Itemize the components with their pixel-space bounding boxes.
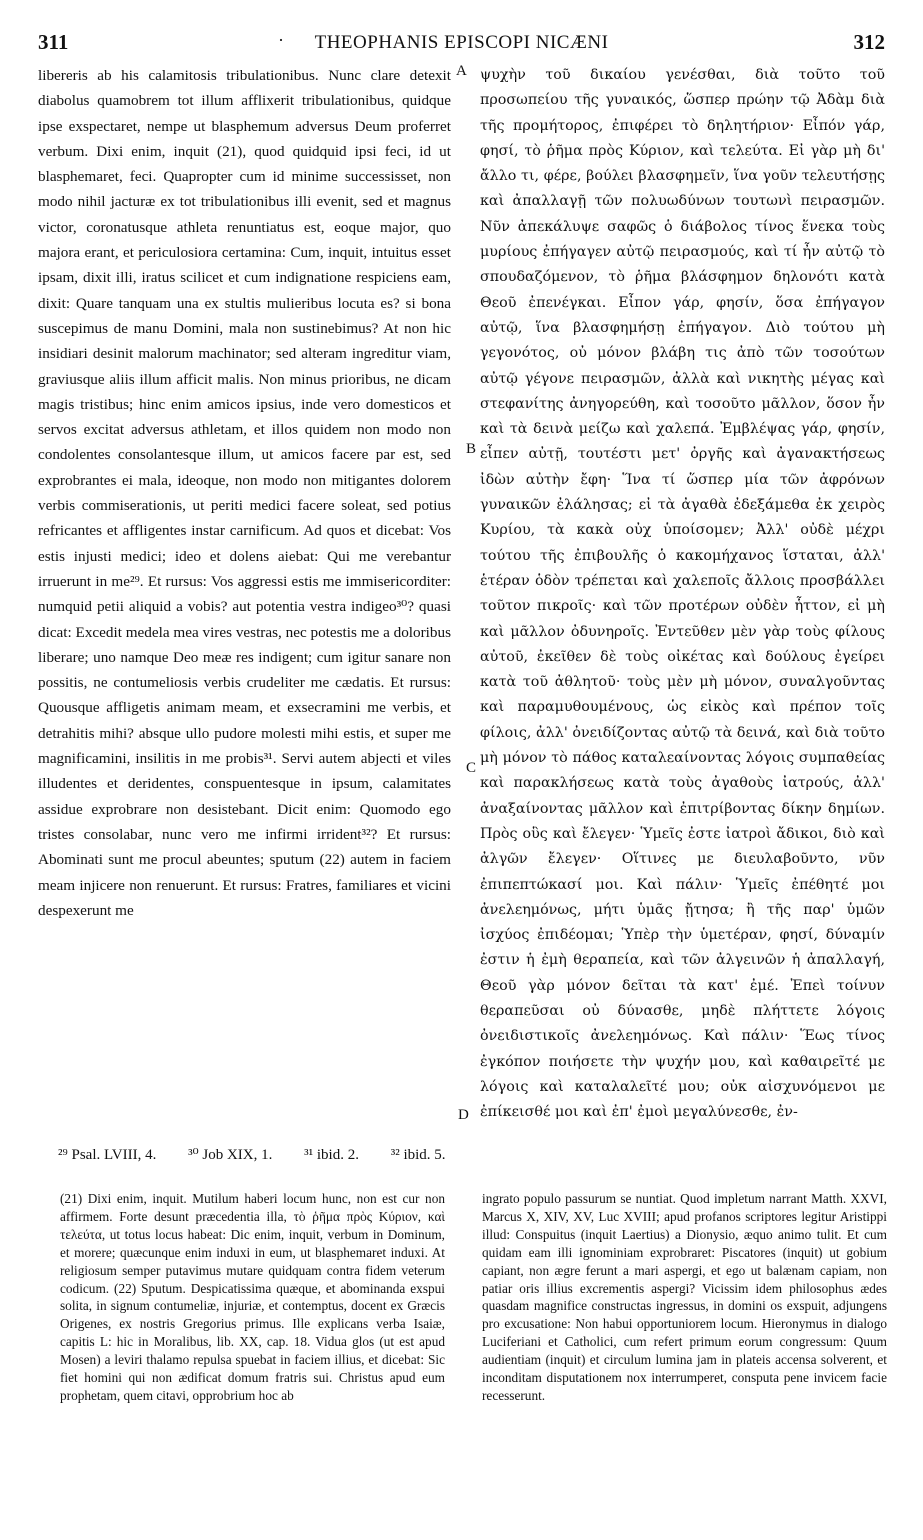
footnote: ³¹ ibid. 2. <box>304 1147 359 1163</box>
greek-column <box>480 63 885 1125</box>
commentary-right-column <box>482 1190 887 1405</box>
page-number-right: 312 <box>853 30 885 54</box>
latin-column <box>38 63 451 923</box>
page-number-left: 311 <box>38 30 69 54</box>
commentary-left-text: (21) Dixi enim, inquit. Mutilum haberi locum hunc, non est cur non affirmem. Forte desunt præcedentia illa, τὸ ῥῆμα πρὸς Κύριον, καὶ τελεύτα, ut totus locus habeat: Dic enim, inquit, verbum in Dominum, et morere; quæcunque enim induxi in eum, ut blasphemaret induxi. At religiosum semper putavimus mutare quidquam contra fidem veterum codicum. (22) Sputum. Despicatissima quæque, et abominanda exspui solita, in signum contumeliæ, injuriæ, et contemptus, docent ex Græcis Origenes, ex nostris Gregorius primus. Ille explicans verba Isaiæ, capitis L: hic in Moralibus, lib. XX, cap. 18. Vidua glos (ut est apud Mosen) a leviri thalamo repulsa spuebat in faciem illius, et dicebat: Sic fiet homini qui non ædificat domum fratris sui. Christus apud eum prophetam, quem citavi, opprobrium hoc ab <box>60 1191 445 1403</box>
footnotes <box>58 1145 778 1164</box>
page-title: THEOPHANIS EPISCOPI NICÆNI <box>314 32 609 53</box>
margin-marker-a: A <box>456 63 467 79</box>
footnote: ³⁰ Job XIX, 1. <box>188 1147 273 1163</box>
greek-text: ψυχὴν τοῦ δικαίου γενέσθαι, διὰ τοῦτο τοῦ προσωπείου τῆς γυναικός, ὥσπερ πρώην τῷ Ἀδὰμ διὰ τῆς προμήτορος, ἐπιφέρει τὸ δηλητήριον· Εἶπόν γάρ, φησί, τὸ ῥῆμα πρὸς Κύριον, καὶ τελεύτα. Εἰ γὰρ μὴ δι' ἄλλο τι, φέρε, βούλει βλασφημεῖν, ἵνα γοῦν τελευτήσῃς καὶ ἀπαλλαγῇ τῶν πολυωδύνων τουτωνὶ πειρασμῶν. Νῦν ἀπεκάλυψε σαφῶς ὁ διάβολος τίνος ἕνεκα τοὺς μυρίους ἐπήγαγεν αὐτῷ πειρασμούς, καὶ τί ἦν αὐτῷ τὸ σπουδαζόμενον, τὸ ῥῆμα βλάσφημον δηλονότι κατὰ Θεοῦ ἐπενέγκαι. Εἶπον γάρ, φησίν, ὅσα ἐπήγαγον αὐτῷ, ἵνα βλασφημήσῃ ἐπήγαγον. Διὸ τούτου μὴ γεγονότος, οὐ μόνον βλάβη τις ἀπὸ τῶν τοσούτων αὐτῷ γέγονε πειρασμῶν, ἀλλὰ καὶ νικητὴς μέγας καὶ στεφανίτης ἀνηγορεύθη, καὶ τοσοῦτο μᾶλλον, ὅσον ἦν καὶ τὰ δεινὰ μείζω καὶ χαλεπά. Ἐμβλέψας γάρ, φησίν, εἶπεν αὐτῇ, τουτέστι μετ' ὀργῆς καὶ ἀγανακτήσεως ἰδὼν αὐτὴν ἔφη· Ἵνα τί ὥσπερ μία τῶν ἀφρόνων γυναικῶν ἐλάλησας; εἰ τὰ ἀγαθὰ ἐδεξάμεθα ἐκ χειρὸς Κυρίου, τὰ κακὰ οὐχ ὑποίσομεν; Ἀλλ' οὐδὲ μέχρι τούτου τῆς ἐπιβουλῆς ὁ κακομήχανος ἵσταται, ἀλλ' ἑτέραν ὁδὸν τρέπεται καὶ χαλεποῖς ἄλλοις προσβάλλει τοῦτον πικροῖς· καὶ τῶν προτέρων οὐδὲν ἧττον, εἰ μὴ καὶ μᾶλλον ὀδυνηροῖς. Ἐντεῦθεν μὲν γὰρ τοὺς φίλους αὐτοῦ, ἐκεῖθεν δὲ τοὺς οἰκέτας καὶ δούλους ἐγείρει κατὰ τοῦ ἀθλητοῦ· τοὺς μὲν μὴ μόνον, συναλγοῦντας καὶ παραμυθουμένους, ὡς εἰκὸς καὶ πρέπον τοῖς φίλοις, ἀλλ' ὀνειδίζοντας αὐτῷ τὰ δεινά, καὶ διὰ τοῦτο μὴ μόνον τὸ πάθος καταλεαίνοντας λόγοις συμπαθείας καὶ παρακλήσεως κατὰ τοὺς ἀγαθοὺς ἰατρούς, ἀλλ' ἀναξαίνοντας μᾶλλον καὶ ἐπιτρίβοντας δίκην δημίων. Πρὸς οὓς καὶ ἔλεγεν· Ὑμεῖς ἐστε ἰατροὶ ἄδικοι, διὸ καὶ ἀλγῶν ἔλεγεν· Οἵτινες με διευλαβοῦντο, νῦν ἐπιπεπτώκασί μοι. Καὶ πάλιν· Ὑμεῖς ἐπέθητέ μοι ἀνελεημόνως, μήτι ὑμᾶς ᾔτησα; ἢ τῆς παρ' ὑμῶν ἰσχύος ἐπιδέομαι; Ὑπὲρ τὴν ὑμετέραν, φησί, δύναμίν ἐστιν ἡ ἐμὴ θεραπεία, καὶ τῶν ἀλγεινῶν ἡ ἀπαλλαγή, Θεοῦ γὰρ μόνον δεῖται τὰ κατ' ἐμέ. Ἐπεὶ τοίνυν θεραπεῦσαι οὐ δύνασθε, μηδὲ πλήττετε λόγοις ὀνειδιστικοῖς ἀνελεημόνως. Καὶ πάλιν· Ἕως τίνος ἐγκόπον ποιήσετε τὴν ψυχήν μου, καὶ καθαιρεῖτέ με λόγοις καὶ καταλαλεῖτέ μου; οὐκ αἰσχυνόμενοι με ἐπίκεισθέ μοι καὶ ἐπ' ἐμοὶ μεγαλύνεσθε, ἐν- <box>480 67 885 1121</box>
footnote: ³² ibid. 5. <box>390 1147 446 1163</box>
header-dot: · <box>278 30 284 50</box>
commentary-right-text: ingrato populo passurum se nuntiat. Quod impletum narrant Matth. XXVI, Marcus X, XIV, XV, Luc XVIII; apud profanos scriptores legitur Aristippi illud: Conspuitus (inquit Laertius) a Dionysio, æquo animo tulit. Et cum quidam eam illi ignominiam exprobraret: Piscatores (inquit) ut gobium capiant, non ægre ferunt a mari aspergi, et ego ut balænam capiam, non patiar oris illius excrementis aspergi? Vicissim idem philosophus ædes quasdam magnifice constructas ingressus, in domini os exspuit, adjungens pro excusatione: Non habui opportuniorem locum. Hieronymus in dialogo Luciferiani et Catholici, cum refert primum eorum congressum: Quum audientiam (inquit) et circulum lumina jam in plateis accensa solverent, et inconditam disputationem nox interrumperet, consputa pene invicem facie recesserunt. <box>482 1191 887 1403</box>
footnote: ²⁹ Psal. LVIII, 4. <box>58 1147 157 1163</box>
margin-marker-d: D <box>458 1107 469 1123</box>
margin-marker-c: C <box>466 760 477 776</box>
page-header <box>38 30 885 58</box>
margin-marker-b: B <box>466 441 477 457</box>
commentary-left-column <box>60 1190 445 1405</box>
latin-text: libereris ab his calamitosis tribulationibus. Nunc clare detexit diabolus quamobrem tot illum afflixerit tribulationibus, quidque ipse exspectaret, nempe ut blasphemum adversus Deum proferret verbum. Dixi enim, inquit (21), quod quidquid ipsi feci, id ut blasphemaret, feci. Quapropter cum id minime successisset, non modo nihil jacturæ ex tot tribulationibus illi evenit, sed et magnus victor, coronatusque athleta renuntiatus est, eoque major, quo majora erant, et periculosiora certamina: Cum, inquit, intuitus esset ipsam, dixit illi, iratus scilicet et cum indignatione respiciens eam, dixit: Quare tanquam una ex stultis mulieribus locuta es? si bona suscepimus de manu Domini, mala non sustinebimus? At non hic insidiari desinit malorum machinator; sed alteram ingreditur viam, graviusque aliis illum afficit malis. Non minus prioribus, ne dicam magis tristibus; hinc enim amicos ipsius, inde vero domesticos et servos excitat adversus athletam, et illos quidem non modo non condolentes consolantesque illum, ut amicos facere par est, sed exprobrantes ei mala, ideoque, non modo non mitigantes dolorem verbis commiserationis, ut periti medici facere soleat, sed potius refricantes et affligentes instar carnificum. Ad quos et dicebat: Vos estis injusti medici; ideo et dolens aiebat: Qui me verebantur irruerunt in me²⁹. Et rursus: Vos aggressi estis me immisericorditer: numquid petii aliquid a vobis? aut potentia vestra indigeo³⁰? quasi dicat: Excedit medela mea vires vestras, nec potestis me a doloribus liberare; uno namque Deo meæ res indigent; cum igitur sanare non possitis, ne contumeliosis verbis crudeliter me cædatis. Et rursus: Quousque affligetis animam meam, et exsecramini me verbis, et detrahitis mihi? absque ullo pudore molesti mihi estis, et super me magnificamini, insilitis in me probis³¹. Servi autem abjecti et viles illudentes et deridentes, conspuentesque in ipsum, calamitates assidue exprobrare non desistebant. Dicit enim: Quomodo ego tristes consolabar, nunc vero me infirmi irrident³²? Et rursus: Abominati sunt me procul abeuntes; sputum (22) autem in faciem meam injicere non renuerunt. Et rursus: Fratres, familiares et vicini despexerunt me <box>38 67 451 919</box>
